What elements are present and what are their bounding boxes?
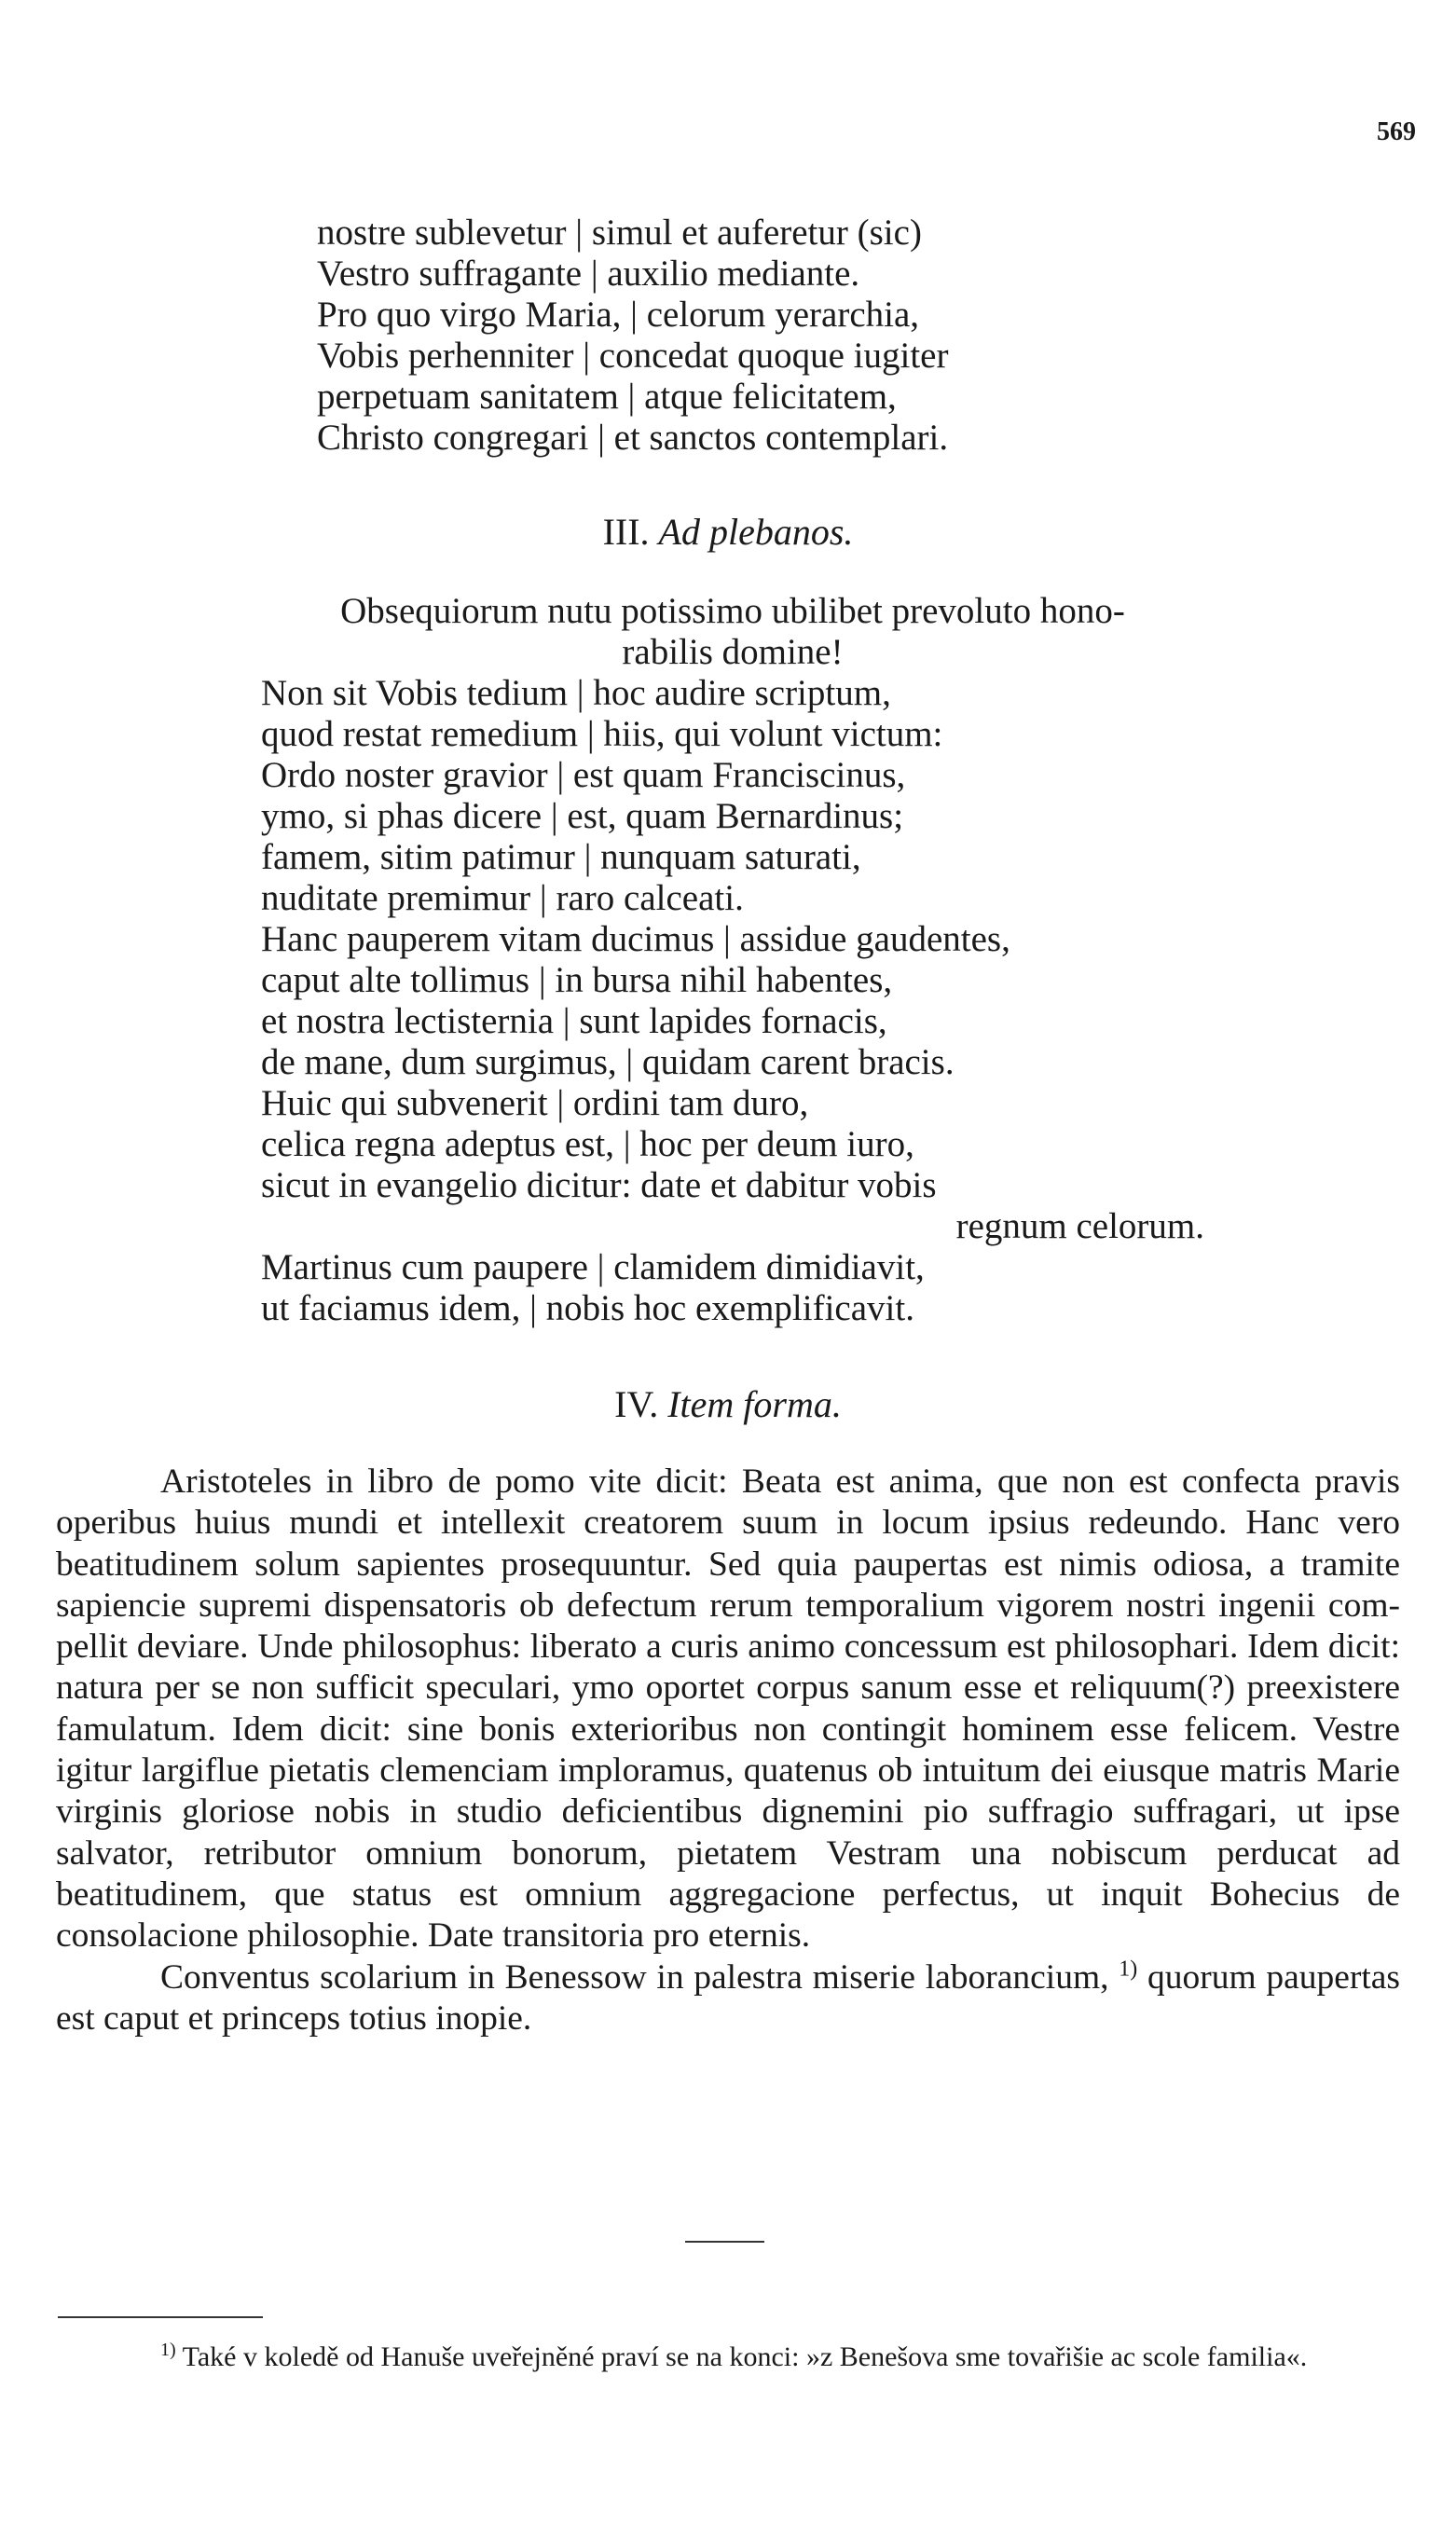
verse-line: de mane, dum surgimus, | quidam carent bracis. (261, 1042, 955, 1082)
verse-line: Vobis perhenniter | concedat quoque iugiter (317, 336, 949, 376)
section-heading-iii (0, 511, 1456, 554)
footnote (56, 2340, 1400, 2375)
verse-line: Non sit Vobis tedium | hoc audire scriptum, (261, 673, 891, 713)
section-divider (685, 2241, 764, 2243)
verse-line: Vestro suffragante | auxilio mediante. (317, 254, 860, 294)
verse-line: Hanc pauperem vitam ducimus | assidue gaudentes, (261, 919, 1010, 959)
prose-text: Conventus scolarium in Benessow in palestra miserie laborancium, (160, 1957, 1109, 1997)
verse-line: quod restat remedium | hiis, qui volunt victum: (261, 714, 943, 754)
verse-line: ut faciamus idem, | nobis hoc exemplificavit. (261, 1288, 914, 1328)
verse-line: nostre sublevetur | simul et auferetur (sic) (317, 213, 922, 253)
verse-line: caput alte tollimus | in bursa nihil habentes, (261, 960, 893, 1000)
prose-text: quorum paupertas est caput et princeps totius inopie. (56, 1957, 1401, 2038)
footnote-rule (58, 2316, 263, 2318)
verse-line: sicut in evangelio dicitur: date et dabitur vobis (261, 1165, 937, 1205)
verse-line: famem, sitim patimur | nunquam saturati, (261, 837, 861, 877)
footnote-mark: 1) (160, 2340, 176, 2360)
verse-line: ymo, si phas dicere | est, quam Bernardinus; (261, 796, 904, 836)
footnote-reference: 1) (1119, 1956, 1138, 1982)
verse-line: Huic qui subvenerit | ordini tam duro, (261, 1083, 809, 1123)
verse-line: perpetuam sanitatem | atque felicitatem, (317, 377, 897, 417)
footnote-text: Také v koledě od Hanuše uveřejněné praví se na konci: »z Benešova sme tovařišie ac scole familia«. (182, 2341, 1308, 2372)
prose-paragraph: Aristoteles in libro de pomo vite dicit: Beata est anima, que non est confecta pravis operibus huius mundi et intellexit creatorem suum in locum ipsius redeundo. Hanc vero beatitudinem solum sapientes prosequuntur. Sed quia paupertas est nimis odiosa, a tramite sapiencie supremi dispensatoris ob defectum rerum temporalium vigorem nostri ingenii compellit deviare. Unde philosophus: liberato a curis animo concessum est philosophari. Idem dicit: natura per se non sufficit speculari, ymo oportet corpus sanum esse et reliquum(?) preexistere famulatum. Idem dicit: sine bonis exterioribus non contingit hominem esse felicem. Vestre igitur largiflue pietatis clemenciam imploramus, quatenus ob intuitum dei eiusque matris Marie virginis gloriose nobis in studio deficientibus dignemini pio suffragio suffragari, ut ipse salvator, retributor omnium bonorum, pietatem Vestram una nobiscum perducat ad beatitudinem, que status est omnium aggregacione perfectus, ut inquit Bohecius de consolacione philosophie. Date transitoria pro eternis. (56, 1462, 1400, 1956)
prose-paragraph (56, 1957, 1400, 2040)
verse-line: Pro quo virgo Maria, | celorum yerarchia, (317, 295, 920, 335)
section-title: Ad plebanos. (658, 511, 854, 553)
address-line-1: Obsequiorum nutu potissimo ubilibet prevoluto hono- (340, 591, 1125, 631)
address-line-2: rabilis domine! (622, 632, 844, 672)
verse-line: Christo congregari | et sanctos contemplari. (317, 418, 949, 458)
prose-body (56, 1462, 1400, 2039)
section-title: Item forma. (667, 1383, 842, 1425)
verse-line: nuditate premimur | raro calceati. (261, 878, 744, 918)
verse-line: celica regna adeptus est, | hoc per deum iuro, (261, 1124, 914, 1164)
verse-line: Ordo noster gravior | est quam Franciscinus, (261, 755, 906, 795)
page-number: 569 (1377, 117, 1416, 146)
verse-line: Martinus cum paupere | clamidem dimidiavit, (261, 1247, 925, 1287)
section-heading-iv (0, 1383, 1456, 1426)
section-numeral: IV. (614, 1383, 659, 1425)
verse-continuation: regnum celorum. (955, 1206, 1204, 1246)
verse-line: et nostra lectisternia | sunt lapides fornacis, (261, 1001, 887, 1041)
section-numeral: III. (602, 511, 650, 553)
